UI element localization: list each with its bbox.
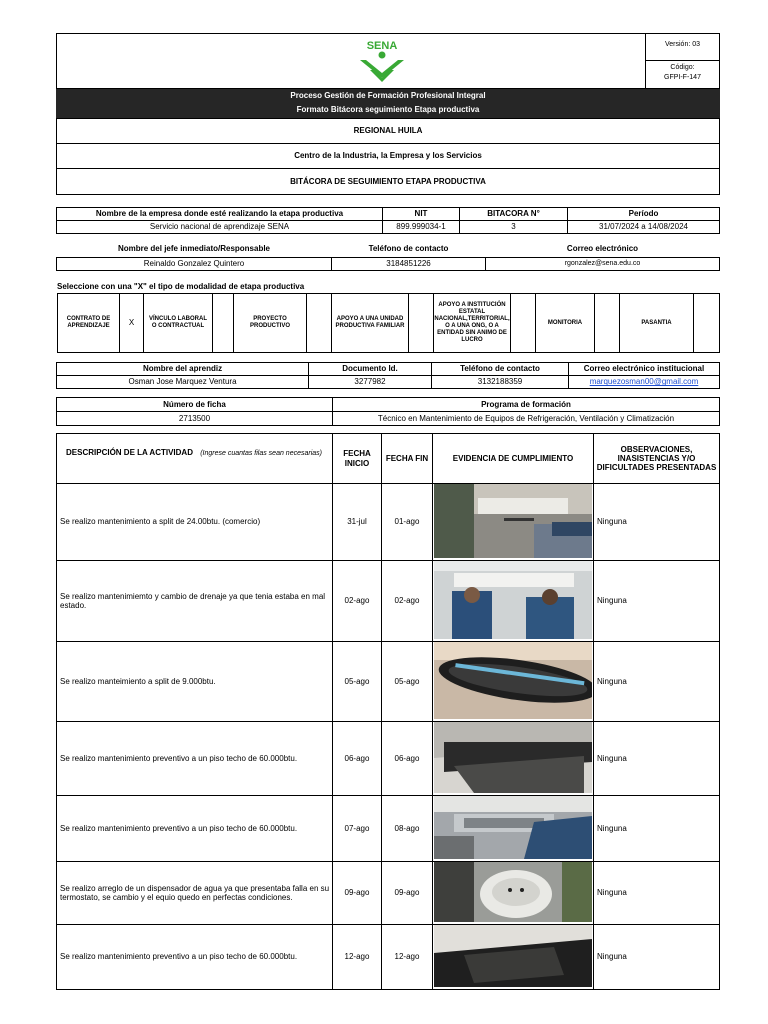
- bitacora-title: BITÁCORA DE SEGUIMIENTO ETAPA PRODUCTIVA: [56, 168, 720, 195]
- ficha-value: 2713500: [56, 411, 333, 426]
- modality-vinculo-check[interactable]: [212, 293, 234, 353]
- activity-description: Se realizo mantenimiento preventivo a un piso techo de 60.000btu.: [56, 721, 333, 796]
- th-observations: OBSERVACIONES, INASISTENCIAS Y/O DIFICULTADES PRESENTADAS: [593, 433, 720, 484]
- apprentice-name-label: Nombre del aprendiz: [56, 362, 309, 376]
- th-description-label: DESCRIPCIÓN DE LA ACTIVIDAD: [66, 448, 193, 457]
- activity-end: 08-ago: [381, 795, 433, 862]
- apprentice-phone: 3132188359: [431, 375, 569, 389]
- modality-institucion-check[interactable]: [510, 293, 536, 353]
- logo-cell: [56, 33, 646, 89]
- evidence-photo-ceiling-open: [434, 925, 592, 987]
- boss-email: rgonzalez@sena.edu.co: [485, 257, 720, 271]
- activity-observation: Ninguna: [593, 560, 720, 642]
- company-name-label: Nombre de la empresa donde esté realizando la etapa productiva: [56, 207, 383, 221]
- nit-value: 899.999034-1: [382, 220, 460, 234]
- apprentice-email-label: Correo electrónico institucional: [568, 362, 720, 376]
- activity-description: Se realizo manteimiento a split de 9.000btu.: [56, 641, 333, 722]
- modality-pasantia-check[interactable]: [693, 293, 720, 353]
- program-label: Programa de formación: [332, 397, 720, 412]
- activity-observation: Ninguna: [593, 483, 720, 561]
- apprentice-email-link[interactable]: marquezosman00@gmail.com: [589, 377, 699, 387]
- activity-end: 09-ago: [381, 861, 433, 925]
- apprentice-doc-label: Documento Id.: [308, 362, 432, 376]
- activity-start: 12-ago: [332, 924, 382, 990]
- th-start: FECHA INICIO: [332, 433, 382, 484]
- modality-instruction: Seleccione con una "X" el tipo de modalidad de etapa productiva: [57, 282, 305, 291]
- modality-proyecto-check[interactable]: [306, 293, 332, 353]
- process-band-right: [645, 89, 720, 119]
- modality-unidad-familiar-check[interactable]: [408, 293, 434, 353]
- activity-observation: Ninguna: [593, 795, 720, 862]
- activity-observation: Ninguna: [593, 861, 720, 925]
- activity-start: 06-ago: [332, 721, 382, 796]
- version-text: Versión: 03: [664, 41, 701, 48]
- evidence-photo-technician: [434, 796, 592, 859]
- boss-email-label: Correo electrónico: [566, 244, 639, 253]
- code-label: Código:: [670, 64, 695, 71]
- activity-start: 07-ago: [332, 795, 382, 862]
- activity-start: 02-ago: [332, 560, 382, 642]
- evidence-photo-drain: [434, 561, 592, 639]
- boss-phone: 3184851226: [331, 257, 486, 271]
- th-evidence: EVIDENCIA DE CUMPLIMIENTO: [432, 433, 594, 484]
- modality-contrato-check[interactable]: X: [119, 293, 144, 353]
- evidence-photo-split: [434, 484, 592, 558]
- bitacora-number: 3: [459, 220, 568, 234]
- bitacora-label: BITACORA N°: [459, 207, 568, 221]
- activity-observation: Ninguna: [593, 721, 720, 796]
- apprentice-name: Osman Jose Marquez Ventura: [56, 375, 309, 389]
- activity-observation: Ninguna: [593, 641, 720, 722]
- modality-proyecto: PROYECTO PRODUCTIVO: [233, 293, 307, 353]
- evidence-photo-dispenser: [434, 862, 592, 922]
- activity-description: Se realizo mantenimiento preventivo a un piso techo de 60.000btu.: [56, 795, 333, 862]
- nit-label: NIT: [382, 207, 460, 221]
- modality-monitoria: MONITORIA: [535, 293, 595, 353]
- activity-description: Se realizo mantenimiento a split de 24.00btu. (comercio): [56, 483, 333, 561]
- modality-contrato: CONTRATO DE APRENDIZAJE: [57, 293, 120, 353]
- activity-start: 09-ago: [332, 861, 382, 925]
- format-title: Formato Bitácora seguimiento Etapa productiva: [296, 105, 480, 114]
- boss-name: Reinaldo Gonzalez Quintero: [56, 257, 332, 271]
- sena-logo: [352, 38, 412, 86]
- activity-description: Se realizo mantenimiemto y cambio de drenaje ya que tenia estaba en mal estado.: [56, 560, 333, 642]
- activity-end: 12-ago: [381, 924, 433, 990]
- regional-row: REGIONAL HUILA: [56, 118, 720, 144]
- center-row: Centro de la Industria, la Empresa y los Servicios: [56, 143, 720, 169]
- modality-monitoria-check[interactable]: [594, 293, 620, 353]
- modality-unidad-familiar: APOYO A UNA UNIDAD PRODUCTIVA FAMILIAR: [331, 293, 409, 353]
- activity-end: 06-ago: [381, 721, 433, 796]
- activity-end: 01-ago: [381, 483, 433, 561]
- modality-institucion: APOYO A INSTITUCIÓN ESTATAL NACIONAL,TERRITORIAL, O A UNA ONG, O A ENTIDAD SIN ANIMO DE LUCRO: [433, 293, 511, 353]
- program-value: Técnico en Mantenimiento de Equipos de Refrigeración, Ventilación y Climatización: [332, 411, 720, 426]
- period-value: 31/07/2024 a 14/08/2024: [567, 220, 720, 234]
- activity-end: 02-ago: [381, 560, 433, 642]
- activity-start: 31-jul: [332, 483, 382, 561]
- boss-phone-label: Teléfono de contacto: [368, 244, 449, 253]
- activity-description: Se realizo mantenimiento preventivo a un piso techo de 60.000btu.: [56, 924, 333, 990]
- activity-observation: Ninguna: [593, 924, 720, 990]
- company-name: Servicio nacional de aprendizaje SENA: [56, 220, 383, 234]
- process-title: Proceso Gestión de Formación Profesional Integral: [290, 91, 486, 100]
- th-end: FECHA FIN: [381, 433, 433, 484]
- modality-vinculo: VÍNCULO LABORAL O CONTRACTUAL: [143, 293, 213, 353]
- period-label: Período: [567, 207, 720, 221]
- ficha-label: Número de ficha: [56, 397, 333, 412]
- apprentice-phone-label: Teléfono de contacto: [431, 362, 569, 376]
- activity-description: Se realizo arreglo de un dispensador de agua ya que presentaba falla en su termostato, se cambio y el equio quedo en perfectas condiciones.: [56, 861, 333, 925]
- boss-name-label: Nombre del jefe inmediato/Responsable: [117, 244, 271, 253]
- modality-pasantia: PASANTIA: [619, 293, 694, 353]
- apprentice-email-cell: [568, 375, 720, 389]
- apprentice-doc: 3277982: [308, 375, 432, 389]
- activity-end: 05-ago: [381, 641, 433, 722]
- code-value: GFPI-F-147: [664, 74, 701, 81]
- th-description-note: (Ingrese cuantas filas sean necesarias): [200, 450, 322, 457]
- logo-text: SENA: [366, 40, 398, 52]
- evidence-photo-ceiling-unit: [434, 722, 592, 793]
- activity-start: 05-ago: [332, 641, 382, 722]
- evidence-photo-coil: [434, 642, 592, 719]
